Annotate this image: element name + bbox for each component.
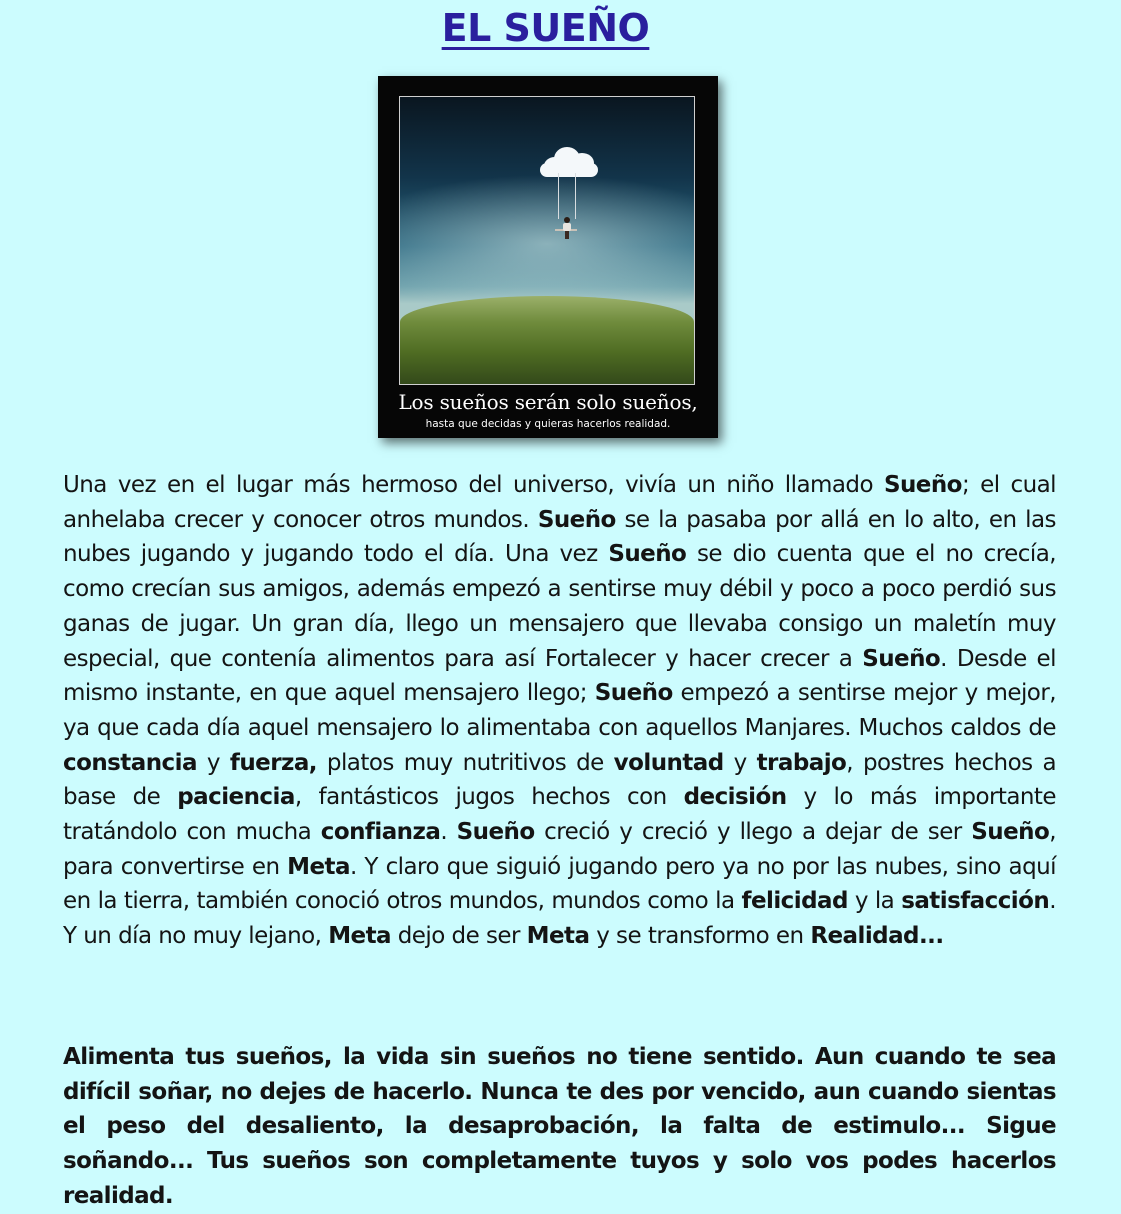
grass-field [400, 296, 694, 384]
story-text: , postres hechos a base de [63, 749, 1056, 811]
swing-rope-left [558, 173, 559, 219]
story-bold-word: Sueño [594, 680, 673, 707]
story-paragraph [63, 468, 1056, 954]
story-bold-word: satisfacción [901, 888, 1050, 915]
story-bold-word: Sueño [537, 506, 616, 533]
story-text: creció y creció y llego a dejar de ser [534, 819, 972, 846]
story-bold-word: constancia [63, 749, 197, 776]
story-bold-word: fuerza, [229, 749, 317, 776]
poster-caption: Los sueños serán solo sueños, [398, 390, 698, 414]
story-text: empezó a sentirse mejor y mejor, ya que cada día aquel mensajero lo alimentaba con aquellos Manjares. Muchos caldos de [63, 680, 1056, 741]
motivational-poster [378, 76, 718, 438]
page-title: EL SUEÑO [441, 6, 650, 50]
moral-paragraph: Alimenta tus sueños, la vida sin sueños no tiene sentido. Aun cuando te sea difícil soñar, no dejes de hacerlo. Nunca te des por vencido, aun cuando sientas el peso del desaliento, la desaprobación, la falta de estimulo... Sigue soñando... Tus sueños son completamente tuyos y solo vos podes hacerlos realidad. [63, 1044, 1056, 1209]
poster-photo [399, 96, 695, 385]
poster-subcaption: hasta que decidas y quieras hacerlos realidad. [425, 418, 671, 430]
story-text: Una vez en el lugar más hermoso del universo, vivía un niño llamado [63, 472, 884, 498]
story-text: ; el cual anhelaba crecer y conocer otros mundos. [63, 472, 1057, 533]
story-text: , para convertirse en [63, 819, 1056, 880]
story-text: se la pasaba por allá en lo alto, en las nubes jugando y jugando todo el día. Una vez [63, 506, 1056, 568]
story-text: y la [847, 888, 902, 915]
story-text: , fantásticos jugos hechos con [294, 784, 684, 811]
story-bold-word: Meta [328, 923, 391, 950]
story-bold-word: Sueño [456, 819, 535, 846]
story-bold-word: Realidad... [810, 923, 944, 950]
story-bold-word: trabajo [756, 749, 847, 776]
cloud-icon [540, 143, 600, 179]
story-bold-word: Sueño [883, 472, 962, 498]
story-bold-word: Sueño [862, 645, 941, 672]
story-text: y [196, 749, 230, 776]
story-text: y [723, 749, 757, 776]
swing-rope-right [575, 173, 576, 219]
story-bold-word: decisión [683, 784, 787, 811]
story-text: y lo más importante tratándolo con mucha [63, 784, 1056, 846]
story-text: . [440, 819, 457, 846]
story-bold-word: Meta [526, 923, 590, 950]
story-bold-word: Meta [287, 853, 350, 880]
story-bold-word: Sueño [971, 819, 1050, 846]
story-text: . Y un día no muy lejano, [63, 888, 1056, 950]
story-text: platos muy nutritivos de [316, 749, 614, 776]
horizon-glow [399, 174, 695, 314]
story-text: . Desde el mismo instante, en que aquel mensajero llego; [63, 645, 1057, 707]
story-bold-word: paciencia [177, 784, 295, 811]
story-text: y se transformo en [589, 923, 811, 950]
story-text: dejo de ser [391, 923, 527, 950]
story-text: . Y claro que siguió jugando pero ya no por las nubes, sino aquí en la tierra, también conoció otros mundos, mundos como la [63, 853, 1056, 915]
story-bold-word: confianza [320, 819, 441, 846]
story-text: se dio cuenta que el no crecía, como crecían sus amigos, además empezó a sentirse muy débil y poco a poco perdió sus ganas de jugar. Un gran día, llego un mensajero que llevaba consigo un maletín muy especial, que contenía alimentos para así Fortalecer y hacer crecer a [63, 541, 1056, 672]
story-bold-word: voluntad [613, 749, 724, 776]
story-bold-word: felicidad [741, 888, 848, 915]
story-bold-word: Sueño [608, 541, 687, 568]
girl-on-swing-icon [561, 217, 573, 237]
